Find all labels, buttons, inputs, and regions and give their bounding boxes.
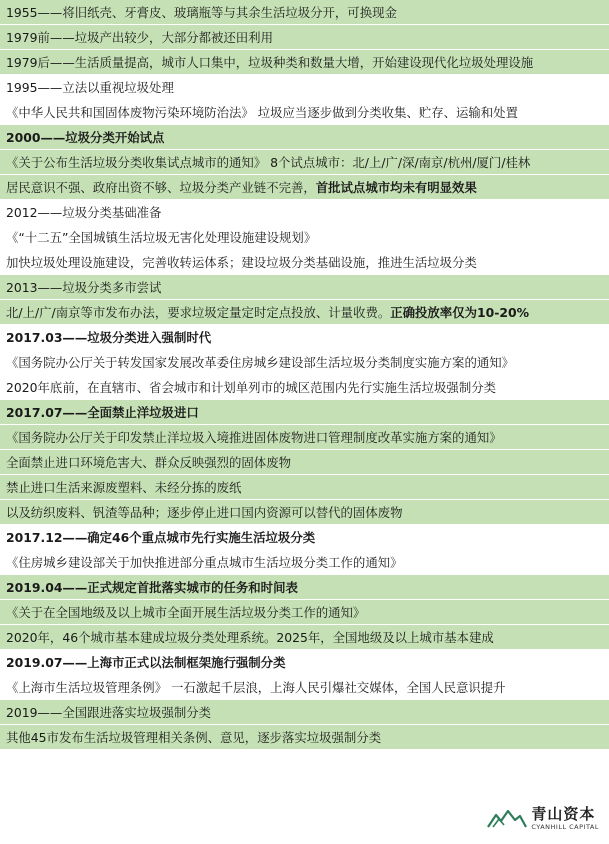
timeline-detail	[0, 375, 609, 400]
timeline-heading	[0, 525, 609, 550]
timeline-text: 《中华人民共和国固体废物污染环境防治法》 垃圾应当逐步做到分类收集、贮存、运输和处置	[6, 105, 518, 120]
timeline-text: 《关于在全国地级及以上城市全面开展生活垃圾分类工作的通知》	[6, 605, 366, 620]
logo-name-cn: 青山资本	[531, 804, 596, 823]
timeline-heading	[0, 650, 609, 675]
timeline-text: 1995——立法以重视垃圾处理	[6, 80, 174, 95]
timeline-text: 2017.03——垃圾分类进入强制时代	[6, 330, 212, 345]
timeline-detail	[0, 100, 609, 125]
timeline-text: 2017.07——全面禁止洋垃圾进口	[6, 405, 199, 420]
timeline-detail	[0, 25, 609, 50]
timeline-block	[0, 200, 609, 275]
timeline-heading	[0, 125, 609, 150]
timeline-text: 2000——垃圾分类开始试点	[6, 130, 165, 145]
timeline-block	[0, 275, 609, 325]
timeline-text: 禁止进口生活来源废塑料、未经分拣的废纸	[6, 480, 242, 495]
timeline-detail	[0, 450, 609, 475]
timeline-text: 居民意识不强、政府出资不够、垃圾分类产业链不完善，	[6, 180, 316, 195]
timeline-heading	[0, 0, 609, 25]
timeline-detail	[0, 175, 609, 200]
mountain-logo-icon	[487, 808, 527, 828]
timeline-block	[0, 125, 609, 200]
timeline-heading	[0, 400, 609, 425]
timeline-text: 《关于公布生活垃圾分类收集试点城市的通知》 8个试点城市：北/上/广/深/南京/杭州/厦门/桂林	[6, 155, 531, 170]
timeline-text: 2020年，46个城市基本建成垃圾分类处理系统。2025年，全国地级及以上城市基本建成	[6, 630, 494, 645]
timeline-text: 2020年底前，在直辖市、省会城市和计划单列市的城区范围内先行实施生活垃圾强制分类	[6, 380, 496, 395]
timeline-detail	[0, 600, 609, 625]
timeline-heading	[0, 325, 609, 350]
timeline-text: 加快垃圾处理设施建设，完善收转运体系；建设垃圾分类基础设施，推进生活垃圾分类	[6, 255, 477, 270]
timeline-text: 1979后——生活质量提高，城市人口集中，垃圾种类和数量大增，开始建设现代化垃圾处理设施	[6, 55, 534, 70]
timeline-block	[0, 525, 609, 575]
logo-name-en: CYANHILL CAPITAL	[531, 822, 599, 831]
timeline-text: 2017.12——确定46个重点城市先行实施生活垃圾分类	[6, 530, 316, 545]
timeline-text: 1979前——垃圾产出较少，大部分都被还田利用	[6, 30, 273, 45]
timeline-text: 1955——将旧纸壳、牙膏皮、玻璃瓶等与其余生活垃圾分开，可换现金	[6, 5, 397, 20]
timeline-text: 2019.04——正式规定首批落实城市的任务和时间表	[6, 580, 298, 595]
timeline-text: 2012——垃圾分类基础准备	[6, 205, 162, 220]
timeline-text: 2019.07——上海市正式以法制框架施行强制分类	[6, 655, 286, 670]
timeline-detail	[0, 225, 609, 250]
timeline-detail	[0, 475, 609, 500]
timeline-text: 《国务院办公厅关于印发禁止洋垃圾入境推进固体废物进口管理制度改革实施方案的通知》	[6, 430, 502, 445]
timeline-text: 以及纺织废料、钒渣等品种；逐步停止进口国内资源可以替代的固体废物	[6, 505, 403, 520]
timeline-text: 北/上/广/南京等市发布办法，要求垃圾定量定时定点投放、计量收费。	[6, 305, 391, 320]
timeline-block	[0, 0, 609, 75]
timeline-detail	[0, 350, 609, 375]
timeline-detail	[0, 50, 609, 75]
timeline-detail	[0, 250, 609, 275]
timeline-text: 正确投放率仅为10-20%	[390, 305, 530, 320]
company-logo	[487, 804, 599, 831]
timeline-text: 《“十二五”全国城镇生活垃圾无害化处理设施建设规划》	[6, 230, 317, 245]
timeline-detail	[0, 550, 609, 575]
timeline-text: 全面禁止进口环境危害大、群众反映强烈的固体废物	[6, 455, 291, 470]
timeline-text: 其他45市发布生活垃圾管理相关条例、意见，逐步落实垃圾强制分类	[6, 730, 382, 745]
timeline-block	[0, 575, 609, 650]
timeline-text: 首批试点城市均未有明显效果	[315, 180, 477, 195]
timeline-detail	[0, 675, 609, 700]
timeline-detail	[0, 500, 609, 525]
timeline-block	[0, 400, 609, 525]
timeline-detail	[0, 425, 609, 450]
timeline-text: 《国务院办公厅关于转发国家发展改革委住房城乡建设部生活垃圾分类制度实施方案的通知》	[6, 355, 515, 370]
timeline-text: 2019——全国跟进落实垃圾强制分类	[6, 705, 212, 720]
timeline-detail	[0, 725, 609, 750]
timeline-block	[0, 75, 609, 125]
timeline-heading	[0, 700, 609, 725]
timeline-heading	[0, 75, 609, 100]
timeline-block	[0, 325, 609, 400]
timeline-block	[0, 650, 609, 700]
timeline-detail	[0, 150, 609, 175]
timeline-block	[0, 700, 609, 750]
timeline-detail	[0, 625, 609, 650]
timeline-heading	[0, 275, 609, 300]
timeline-detail	[0, 300, 609, 325]
timeline-heading	[0, 575, 609, 600]
timeline-text: 《住房城乡建设部关于加快推进部分重点城市生活垃圾分类工作的通知》	[6, 555, 403, 570]
timeline-heading	[0, 200, 609, 225]
timeline-text: 《上海市生活垃圾管理条例》 一石激起千层浪，上海人民引爆社交媒体，全国人民意识提升	[6, 680, 506, 695]
timeline-text: 2013——垃圾分类多市尝试	[6, 280, 162, 295]
